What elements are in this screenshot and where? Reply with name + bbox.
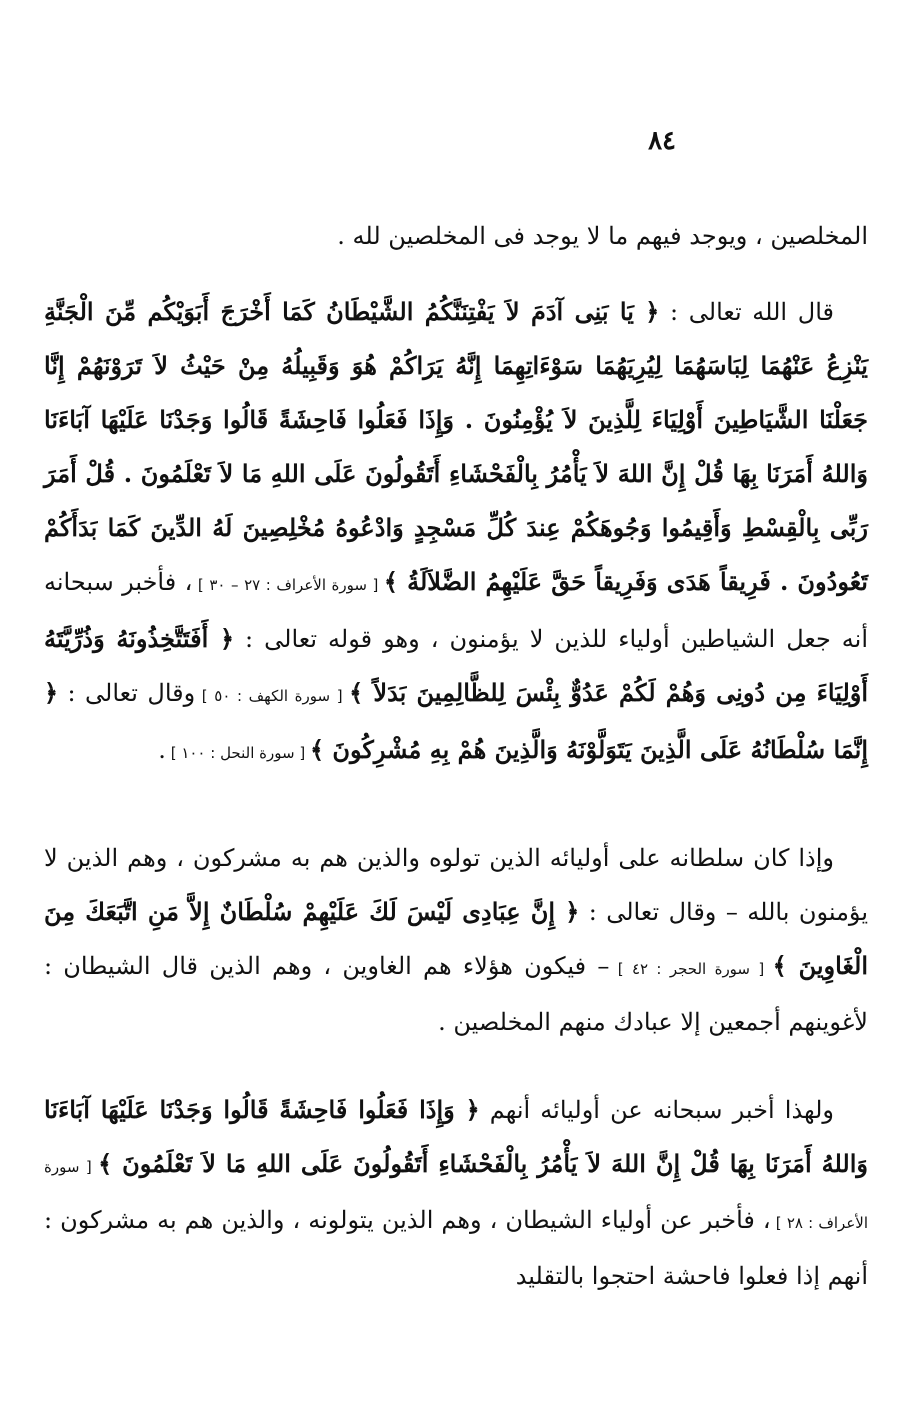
paragraph-continuation (44, 210, 868, 263)
quran-verse: ﴿ إِنَّ عِبَادِى لَيْسَ لَكَ عَلَيْهِمْ سُلْطَانٌ إِلاَّ مَنِ اتَّبَعَكَ مِنَ الْغَاوِينَ ﴾ (44, 897, 869, 980)
paragraph-hijr-verse (44, 832, 868, 1049)
surah-reference: [ سورة الأعراف : ٢٧ – ٣٠ ] (192, 576, 384, 594)
paragraph-text: ، فأخبر سبحانه أنه جعل الشياطين أولياء للذين لا يؤمنون ، وهو قوله تعالى : (44, 568, 868, 653)
paragraph-end: . (158, 736, 166, 764)
paragraph-araf-verses (44, 285, 868, 780)
paragraph-intro: ولهذا أخبر سبحانه عن أوليائه أنهم (479, 1096, 835, 1124)
quran-verse: ﴿ يَا بَنِى آدَمَ لاَ يَفْتِنَنَّكُمُ الشَّيْطَانُ كَمَا أَخْرَجَ أَبَوَيْكُم مِّنَ الْجَنَّةِ يَنْزِعُ عَنْهُمَا لِبَاسَهُمَا لِيُرِيَهُمَا سَوْءَاتِهِمَا إِنَّهُ يَرَاكُمْ هُوَ وَقَبِيلُهُ مِنْ حَيْثُ لاَ تَرَوْنَهُمْ إِنَّا جَعَلْنَا الشَّيَاطِينَ أَوْلِيَاءَ لِلَّذِينَ لاَ يُؤْمِنُونَ . وَإِذَا فَعَلُوا فَاحِشَةً قَالُوا وَجَدْنَا عَلَيْهَا آبَاءَنَا وَاللهُ أَمَرَنَا بِهَا قُلْ إِنَّ اللهَ لاَ يَأْمُرُ بِالْفَحْشَاءِ أَتَقُولُونَ عَلَى اللهِ مَا لاَ تَعْلَمُونَ . قُلْ أَمَرَ رَبِّى بِالْقِسْطِ وَأَقِيمُوا وَجُوهَكُمْ عِندَ كُلِّ مَسْجِدٍ وَادْعُوهُ مُخْلِصِينَ لَهُ الدِّينَ كَمَا بَدَأَكُمْ تَعُودُونَ . فَرِيقاً هَدَى وَفَرِيقاً حَقَّ عَلَيْهِمُ الضَّلاَلَةُ ﴾ (44, 297, 868, 596)
paragraph-text: وقال تعالى : (58, 679, 196, 707)
paragraph-text: المخلصين ، ويوجد فيهم ما لا يوجد فى المخلصين لله . (337, 222, 868, 250)
surah-reference: [ سورة الكهف : ٥٠ ] (195, 687, 350, 705)
paragraph-intro: وإذا كان سلطانه على أوليائه الذين تولوه والذين هم به مشركون ، وهم الذين لا يؤمنون بالله – وقال تعالى : (44, 844, 869, 926)
paragraph-end: ، فأخبر عن أولياء الشيطان ، وهم الذين يتولونه ، والذين هم به مشركون : أنهم إذا فعلوا فاحشة احتجوا بالتقليد (44, 1206, 868, 1290)
surah-reference: [ سورة الأعراف : ٢٨ ] (44, 1158, 868, 1232)
page-number: ٨٤ (648, 126, 676, 156)
quran-verse: ﴿ إِنَّمَا سُلْطَانُهُ عَلَى الَّذِينَ يَتَوَلَّوْنَهُ وَالَّذِينَ هُمْ بِهِ مُشْرِكُونَ ﴾ (44, 678, 868, 764)
surah-reference: [ سورة الحجر : ٤٢ ] (609, 960, 773, 978)
quran-verse: ﴿ أَفَتَتَّخِذُونَهُ وَذُرِّيَّتَهُ أَوْلِيَاءَ مِن دُونِى وَهُمْ لَكُمْ عَدُوٌّ بِئْسَ لِلظَّالِمِينَ بَدَلاً ﴾ (44, 624, 869, 707)
quran-verse: ﴿ وَإِذَا فَعَلُوا فَاحِشَةً قَالُوا وَجَدْنَا عَلَيْهَا آبَاءَنَا وَاللهُ أَمَرَنَا بِهَا قُلْ إِنَّ اللهَ لاَ يَأْمُرُ بِالْفَحْشَاءِ أَتَقُولُونَ عَلَى اللهِ مَا لاَ تَعْلَمُونَ ﴾ (44, 1095, 868, 1178)
paragraph-end: – فيكون هؤلاء هم الغاوين ، وهم الذين قال الشيطان : لأغوينهم أجمعين إلا عبادك منهم المخلصين . (44, 952, 868, 1036)
paragraph-intro: قال الله تعالى : (659, 298, 834, 326)
paragraph-araf-28 (44, 1083, 868, 1303)
surah-reference: [ سورة النحل : ١٠٠ ] (165, 744, 310, 762)
